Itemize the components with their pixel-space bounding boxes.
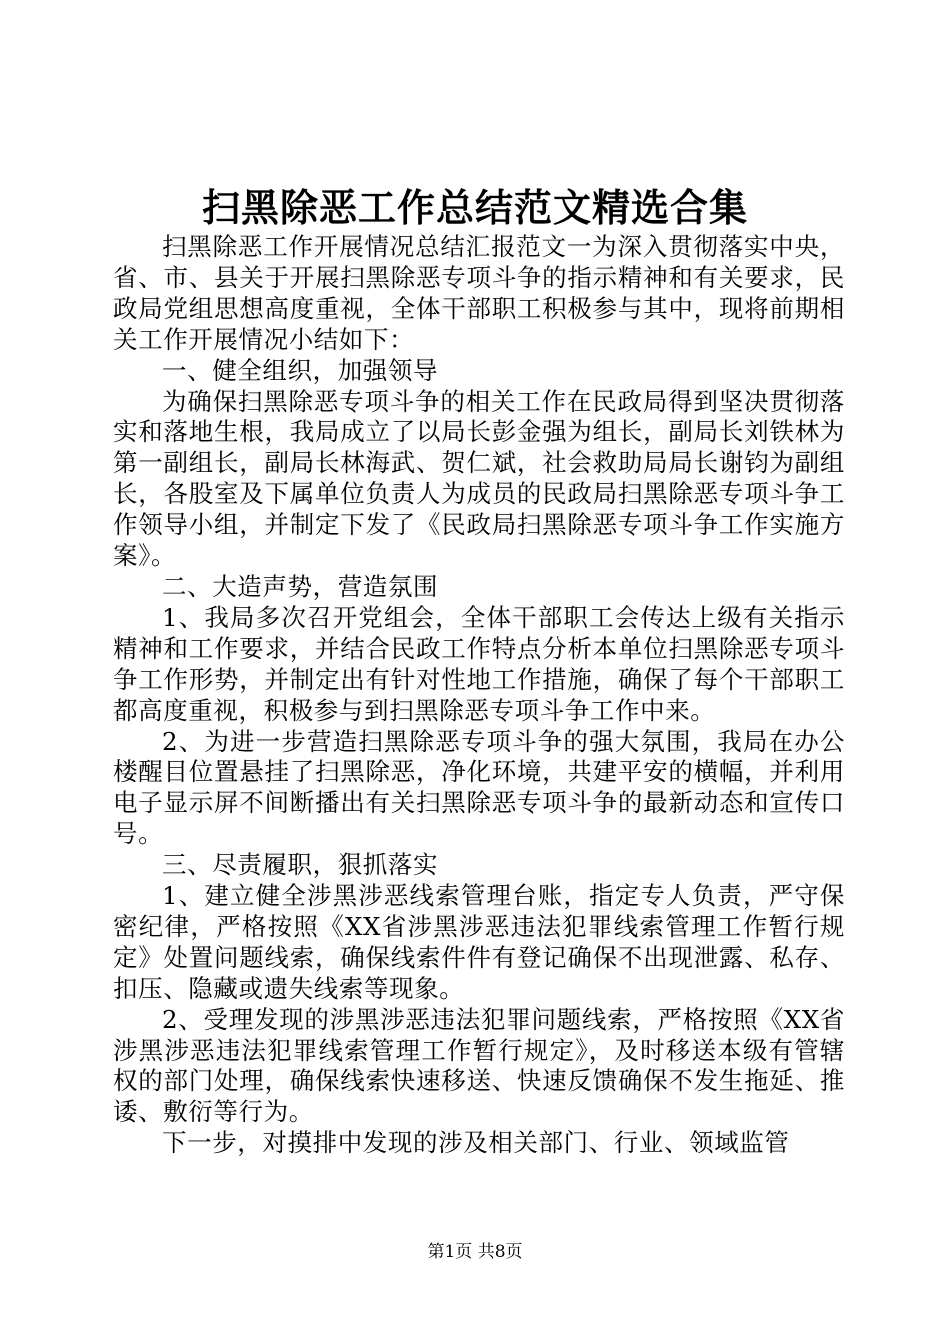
paragraph-transfer: 2、受理发现的涉黑涉恶违法犯罪问题线索，严格按照《XX省涉黑涉恶违法犯罪线索管理工作暂行规定》，及时移送本级有管辖权的部门处理，确保线索快速移送、快速反馈确保不发生拖延、推诿、敷衍等行为。: [113, 1004, 845, 1127]
paragraph-meetings: 1、我局多次召开党组会，全体干部职工会传达上级有关指示精神和工作要求，并结合民政工作特点分析本单位扫黑除恶专项斗争工作形势，并制定出有针对性地工作措施，确保了每个干部职工都高度重视，积极参与到扫黑除恶专项斗争工作中来。: [113, 602, 845, 725]
paragraph-organization: 为确保扫黑除恶专项斗争的相关工作在民政局得到坚决贯彻落实和落地生根，我局成立了以局长彭金强为组长，副局长刘铁林为第一副组长，副局长林海武、贺仁斌，社会救助局局长谢钧为副组长，各股室及下属单位负责人为成员的民政局扫黑除恶专项斗争工作领导小组，并制定下发了《民政局扫黑除恶专项斗争工作实施方案》。: [113, 386, 845, 571]
document-body: [113, 232, 845, 1159]
paragraph-ledger: 1、建立健全涉黑涉恶线索管理台账，指定专人负责，严守保密纪律，严格按照《XX省涉黑涉恶违法犯罪线索管理工作暂行规定》处置问题线索，确保线索件件有登记确保不出现泄露、私存、扣压、隐藏或遗失线索等现象。: [113, 881, 845, 1003]
paragraph-next-step: 下一步，对摸排中发现的涉及相关部门、行业、领域监管: [162, 1128, 790, 1158]
paragraph-publicity: 2、为进一步营造扫黑除恶专项斗争的强大氛围，我局在办公楼醒目位置悬挂了扫黑除恶，净化环境，共建平安的横幅，并利用电子显示屏不间断播出有关扫黑除恶专项斗争的最新动态和宣传口号。: [113, 726, 845, 849]
section-heading-3: 三、尽责履职，狠抓落实: [162, 850, 439, 880]
document-title: 扫黑除恶工作总结范文精选合集: [201, 185, 748, 230]
paragraph-intro: 扫黑除恶工作开展情况总结汇报范文一为深入贯彻落实中央，省、市、县关于开展扫黑除恶专项斗争的指示精神和有关要求，民政局党组思想高度重视，全体干部职工积极参与其中，现将前期相关工作开展情况小结如下：: [113, 232, 845, 354]
section-heading-2: 二、大造声势，营造氛围: [162, 571, 439, 601]
section-heading-1: 一、健全组织，加强领导: [162, 355, 439, 385]
page-number-footer: 第1页 共8页: [427, 1242, 523, 1262]
